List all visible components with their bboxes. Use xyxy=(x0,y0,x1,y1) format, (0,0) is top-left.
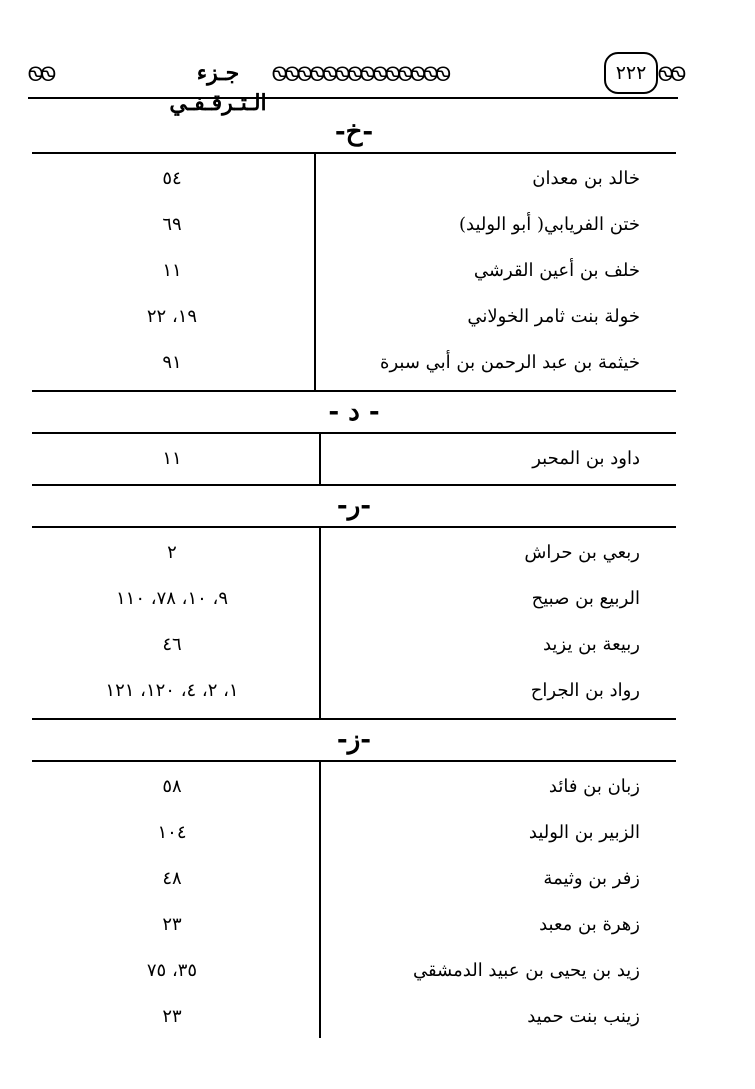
entry-pages: ١١ xyxy=(162,260,182,281)
entry-pages: ١٠٤ xyxy=(157,822,187,843)
section-letter: -ز- xyxy=(32,720,676,762)
entry-name: ربيعة بن يزيد xyxy=(542,634,640,655)
entry-pages: ٤٨ xyxy=(162,868,182,889)
index-entry xyxy=(32,294,676,340)
entry-name: داود بن المحبر xyxy=(532,448,640,469)
entry-name: الربيع بن صبيح xyxy=(531,588,640,609)
index-rows xyxy=(32,154,676,390)
ornament-right-icon: ᏫᏫ xyxy=(658,62,684,86)
entry-name: زهرة بن معبد xyxy=(539,914,640,935)
entry-name: رواد بن الجراح xyxy=(530,680,640,701)
entry-name: زينب بنت حميد xyxy=(527,1006,640,1027)
header-title: جـزء الـتـرقـفـي xyxy=(169,60,267,116)
index-rows xyxy=(32,762,676,1038)
entry-pages: ١٩، ٢٢ xyxy=(146,306,198,327)
index-entry xyxy=(32,156,676,202)
index-entry xyxy=(32,202,676,248)
entry-name: خلف بن أعين القرشي xyxy=(473,260,640,281)
index-entry xyxy=(32,668,676,714)
index-entry xyxy=(32,902,676,948)
entry-pages: ٦٩ xyxy=(162,214,182,235)
header-rule xyxy=(28,97,678,99)
entry-pages: ٥٨ xyxy=(162,776,182,797)
index-entry xyxy=(32,340,676,386)
entry-pages: ٥٤ xyxy=(162,168,182,189)
section-letter: -ر- xyxy=(32,486,676,528)
entry-pages: ٢٣ xyxy=(162,1006,182,1027)
index-entry xyxy=(32,436,676,482)
section-letter: -خ- xyxy=(32,112,676,154)
index-entry xyxy=(32,856,676,902)
entry-pages: ٢٣ xyxy=(162,914,182,935)
section-ra xyxy=(32,486,676,720)
entry-name: خيثمة بن عبد الرحمن بن أبي سبرة xyxy=(380,352,640,373)
ornament-middle-icon: ᏫᏫᏫᏫᏫᏫᏫᏫᏫᏫᏫᏫᏫᏫ xyxy=(272,62,449,86)
index-rows xyxy=(32,434,676,486)
entry-name: خالد بن معدان xyxy=(532,168,640,189)
section-letter: - د - xyxy=(32,390,676,434)
entry-name: زيد بن يحيى بن عبيد الدمشقي xyxy=(412,960,640,981)
entry-pages: ٢ xyxy=(167,542,177,563)
entry-name: زبان بن فائد xyxy=(548,776,640,797)
index-entry xyxy=(32,810,676,856)
entry-pages: ١١ xyxy=(162,448,182,469)
index-entry xyxy=(32,248,676,294)
entry-pages: ١، ٢، ٤، ١٢٠، ١٢١ xyxy=(105,680,239,701)
index-entry xyxy=(32,622,676,668)
entry-name: ربعي بن حراش xyxy=(524,542,640,563)
entry-pages: ٩، ١٠، ٧٨، ١١٠ xyxy=(116,588,228,609)
entry-name: ختن الفريابي( أبو الوليد) xyxy=(459,214,640,235)
entry-pages: ٤٦ xyxy=(162,634,182,655)
index-rows xyxy=(32,528,676,720)
section-dal xyxy=(32,390,676,486)
entry-name: زفر بن وثيمة xyxy=(543,868,640,889)
section-kha xyxy=(32,112,676,390)
ornament-left-icon: ᏫᏫ xyxy=(28,62,54,86)
index-entry xyxy=(32,764,676,810)
page-number: ٢٢٢ xyxy=(604,52,658,94)
entry-name: خولة بنت ثامر الخولاني xyxy=(467,306,640,327)
index-entry xyxy=(32,948,676,994)
running-header xyxy=(28,52,684,116)
index-entry xyxy=(32,530,676,576)
entry-pages: ٩١ xyxy=(162,352,182,373)
entry-pages: ٣٥، ٧٥ xyxy=(146,960,198,981)
section-zay xyxy=(32,720,676,1038)
index-entry xyxy=(32,576,676,622)
index-entry xyxy=(32,994,676,1040)
entry-name: الزبير بن الوليد xyxy=(528,822,640,843)
